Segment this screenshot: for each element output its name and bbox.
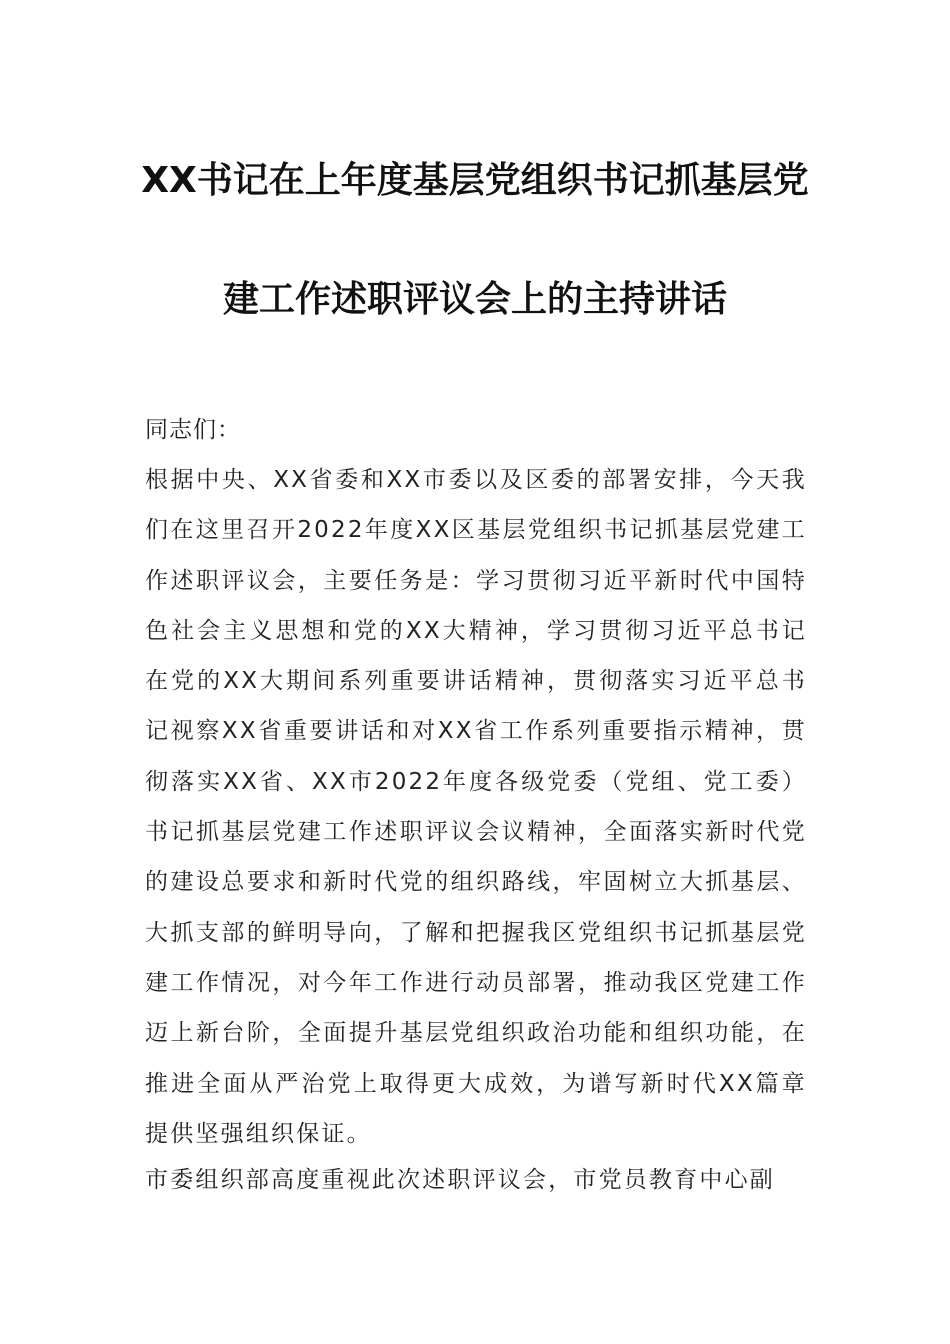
document-title-line-1: XX书记在上年度基层党组织书记抓基层党	[141, 160, 809, 201]
document-title-line-2: 建工作述职评议会上的主持讲话	[222, 279, 727, 320]
salutation: 同志们：	[145, 417, 241, 443]
paragraph-2: 市委组织部高度重视此次述职评议会，市党员教育中心副	[145, 1167, 775, 1193]
paragraph-1: 根据中央、XX省委和XX市委以及区委的部署安排，今天我们在这里召开2022年度XX区基层党组织书记抓基层党建工作述职评议会，主要任务是：学习贯彻习近平新时代中国特色社会主义思想和党的XX大精神，学习贯彻习近平总书记在党的XX大期间系列重要讲话精神，贯彻落实习近平总书记视察XX省重要讲话和对XX省工作系列重要指示精神，贯彻落实XX省、XX市2022年度各级党委（党组、党工委）书记抓基层党建工作述职评议会议精神，全面落实新时代党的建设总要求和新时代党的组织路线，牢固树立大抓基层、大抓支部的鲜明导向，了解和把握我区党组织书记抓基层党建工作情况，对今年工作进行动员部署，推动我区党建工作迈上新台阶，全面提升基层党组织政治功能和组织功能，在推进全面从严治党上取得更大成效，为谱写新时代XX篇章提供坚强组织保证。	[145, 467, 807, 1147]
